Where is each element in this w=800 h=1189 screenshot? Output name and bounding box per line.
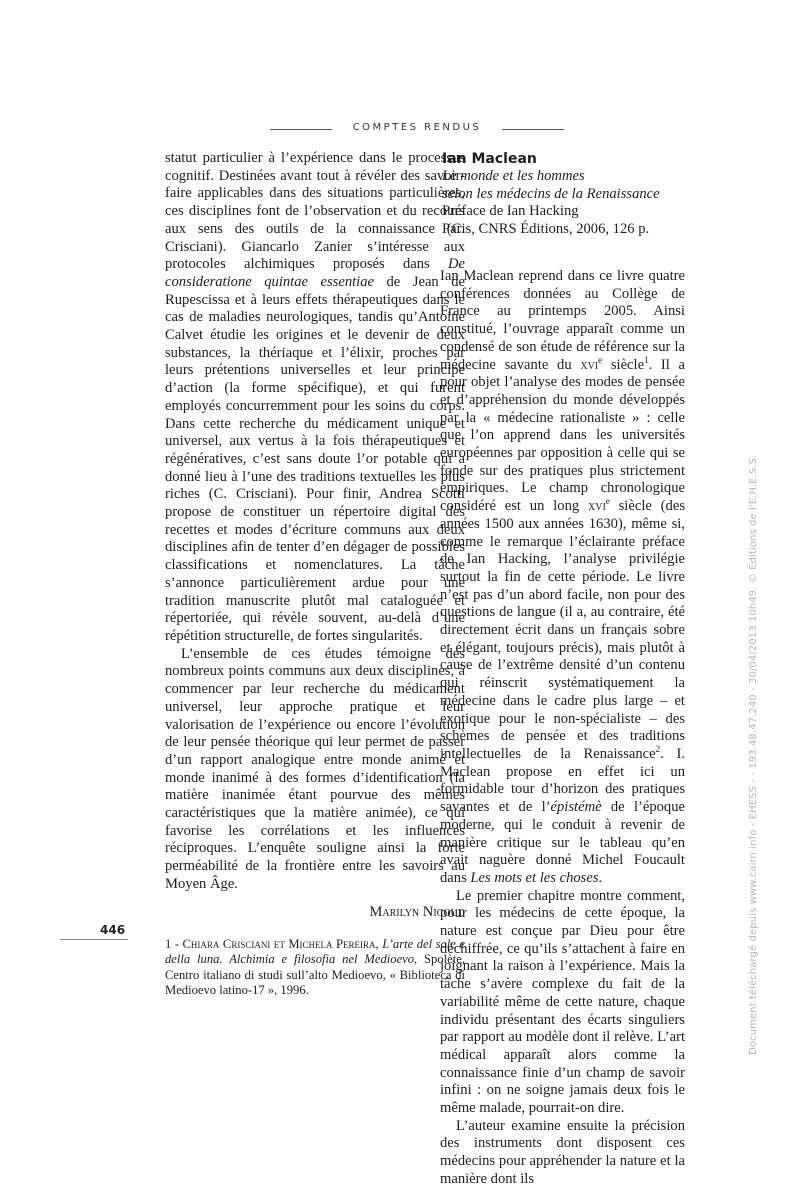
right-paragraph-3: L’auteur examine ensuite la précision des instruments dont disposent ces médecins pour appréhender la nature et la manière dont ils xyxy=(440,1117,685,1187)
left-column xyxy=(165,150,465,998)
book-author: Ian Maclean xyxy=(442,151,537,167)
page-number xyxy=(100,923,134,937)
text-run: statut particulier à l’expérience dans le processus cognitif. Destinées avant tout à révéler des savoir-faire applicables dans des situations particulières, ces disciplines font de l’observation et du recours aux sens des outils de la connaissance (C. Crisciani). Giancarlo Zanier s’intéresse aux protocoles alchimiques proposés dans xyxy=(165,150,465,273)
text-run: . I. Maclean propose en effet ici un formidable tour d’horizon des pratiques savantes et de l’ xyxy=(440,745,685,816)
text-run: . xyxy=(598,869,603,886)
italic-title: Les mots et les choses xyxy=(470,869,599,886)
left-paragraph-2: L’ensemble de ces études témoigne des nombreux points communs aux deux disciplines, à commencer par leur recherche du médicament universel, leur approche pratique et leur valorisation de l’expérience ou encore l’évolution de leur pensée théorique qui leur permet de passer d’un rapport analogique entre monde animé et monde inanimé à des formes d’identification (la matière inanimée étant pourvue des mêmes caractéristiques que la matière animée), ce qui favorise les corrélations et les influences réciproques. L’enquête souligne ainsi la forte perméabilité de la frontière entre les savoirs au Moyen Âge. xyxy=(165,645,465,892)
text-run: de l’époque moderne, qui le conduit à revenir de manière critique sur le tableau qu’en avait naguère donné Michel Foucault dans xyxy=(440,799,685,886)
text-run: de Jean de Rupescissa et à leurs effets thérapeutiques dans le cas de maladies neurologiques, tandis qu’Antoine Calvet étudie les origines et le devenir de deux substances, la thériaque et l’élixir, proches par leurs prétentions universelles et leur principe d’action (la forme spécifique), et qui furent employés concurremment pour les soins du corps. Dans cette recherche du médicament unique et universel, aux vertus à la fois thérapeutiques et régénératives, c’est sans doute l’or potable qui a donné lieu à l’une des traditions textuelles les plus riches (C. Crisciani). Pour finir, Andrea Scotti propose de constituer un répertoire digital des recettes et modes d’écriture communs aux deux disciplines afin de tenter d’en dégager de possibles classifications et nomenclatures. La tâche s’annonce particulièrement ardue pour une tradition manuscrite plutôt mal cataloguée et répertoriée, qui révèle souvent, au-delà d’une répétition structurelle, de fortes singularités. xyxy=(165,273,465,644)
text-run: siècle (des années 1500 aux années 1630), même si, comme le remarque l’éclairante préface de Ian Hacking, l’analyse privilégie surtout la fin de cette période. Le livre n’est pas d’un abord facile, non pour des questions de langue (il a, au contraire, été directement écrit dans un français sobre et élégant, toujours précis), mais plutôt à cause de l’extrême densité d’un contenu qui réinscrit systématiquement la médecine dans le cadre plus large – et exotique pour le non-spécialiste – des schèmes de pensée et des traditions intellectuelles de la Renaissance xyxy=(440,498,685,762)
footnote-title: L’arte del sole e della luna. Alchimia e filosofia nel Medioevo xyxy=(165,937,465,967)
book-reference xyxy=(442,150,685,239)
right-column xyxy=(440,150,685,1187)
footnote-number: 1 - xyxy=(165,937,183,952)
left-paragraph-1 xyxy=(165,150,465,646)
italic-title: De consideratione quintae essentiae xyxy=(165,256,465,290)
page-number-rule xyxy=(60,939,128,940)
book-title-line-1: Le monde et les hommes xyxy=(442,168,585,184)
footnote-authors: Chiara Crisciani et Michela Pereira xyxy=(182,937,376,952)
italic-term: épistémè xyxy=(550,799,602,816)
header-title: COMPTES RENDUS xyxy=(352,122,482,133)
text-run: . Il a pour objet l’analyse des modes de pensée et d’appréhension du monde développés par la « médecine rationaliste » : celle que l’on apprend dans les universités européennes par opposition à celle qui se fonde sur des pratiques plus strictement empiriques. Le champ chronologique considéré est un long xyxy=(440,356,685,515)
running-header xyxy=(270,122,564,136)
right-paragraph-1 xyxy=(440,268,685,888)
footnote-ref: 2 xyxy=(655,744,661,755)
header-rule-right xyxy=(502,129,564,130)
book-preface: Préface de Ian Hacking xyxy=(442,203,579,220)
review-signature: Marilyn Nicoud xyxy=(369,903,465,920)
footnote-rest: , Spolète, Centro italiano di studi sull’alto Medioevo, « Biblioteca di Medioevo latino-17 », 1996. xyxy=(165,952,465,997)
text-run: siècle xyxy=(602,356,645,373)
superscript: e xyxy=(598,354,603,365)
book-title-line-2: selon les médecins de la Renaissance xyxy=(442,185,660,202)
book-publication: Paris, CNRS Éditions, 2006, 126 p. xyxy=(442,221,650,238)
century-numeral: xvi xyxy=(588,498,606,515)
century-numeral: xvi xyxy=(580,356,599,373)
superscript: e xyxy=(605,496,610,507)
download-watermark: Document téléchargé depuis www.cairn.info - EHESS - - 193.48.47.240 - 30/04/2013 10h49. © Éditions de l'E.H.E.S.S. xyxy=(748,454,759,1055)
right-paragraph-2: Le premier chapitre montre comment, pour les médecins de cette époque, la nature est conçue par Dieu pour être déchiffrée, ce qu’ils s’attachent à faire en joignant la raison à l’expérience. Mais la tâche s’avère complexe du fait de la variabilité même de cette nature, chaque individu présentant des écarts singuliers par rapport au modèle dont il relève. L’art médical apparaît alors comme la connaissance finie d’un champ de savoir infini : on ne soigne jamais deux fois le même malade, pourrait-on dire. xyxy=(440,887,685,1117)
review-body xyxy=(440,268,685,1189)
text-run: Ian Maclean reprend dans ce livre quatre conférences données au Collège de France au printemps 2005. Ainsi constitué, l’ouvrage apparaît comme un condensé de son étude de référence sur la médecine savante du xyxy=(440,268,685,373)
page-number-text: 446 xyxy=(100,923,126,937)
footnote-ref: 1 xyxy=(644,354,649,365)
footnote-1: 1 - Chiara Crisciani et Michela Pereira, L’arte del sole e della luna. Alchimia e filosofia nel Medioevo, Spolète, Centro italiano di studi sull’alto Medioevo, « Biblioteca di Medioevo latino-17 », 1996. xyxy=(165,937,465,997)
